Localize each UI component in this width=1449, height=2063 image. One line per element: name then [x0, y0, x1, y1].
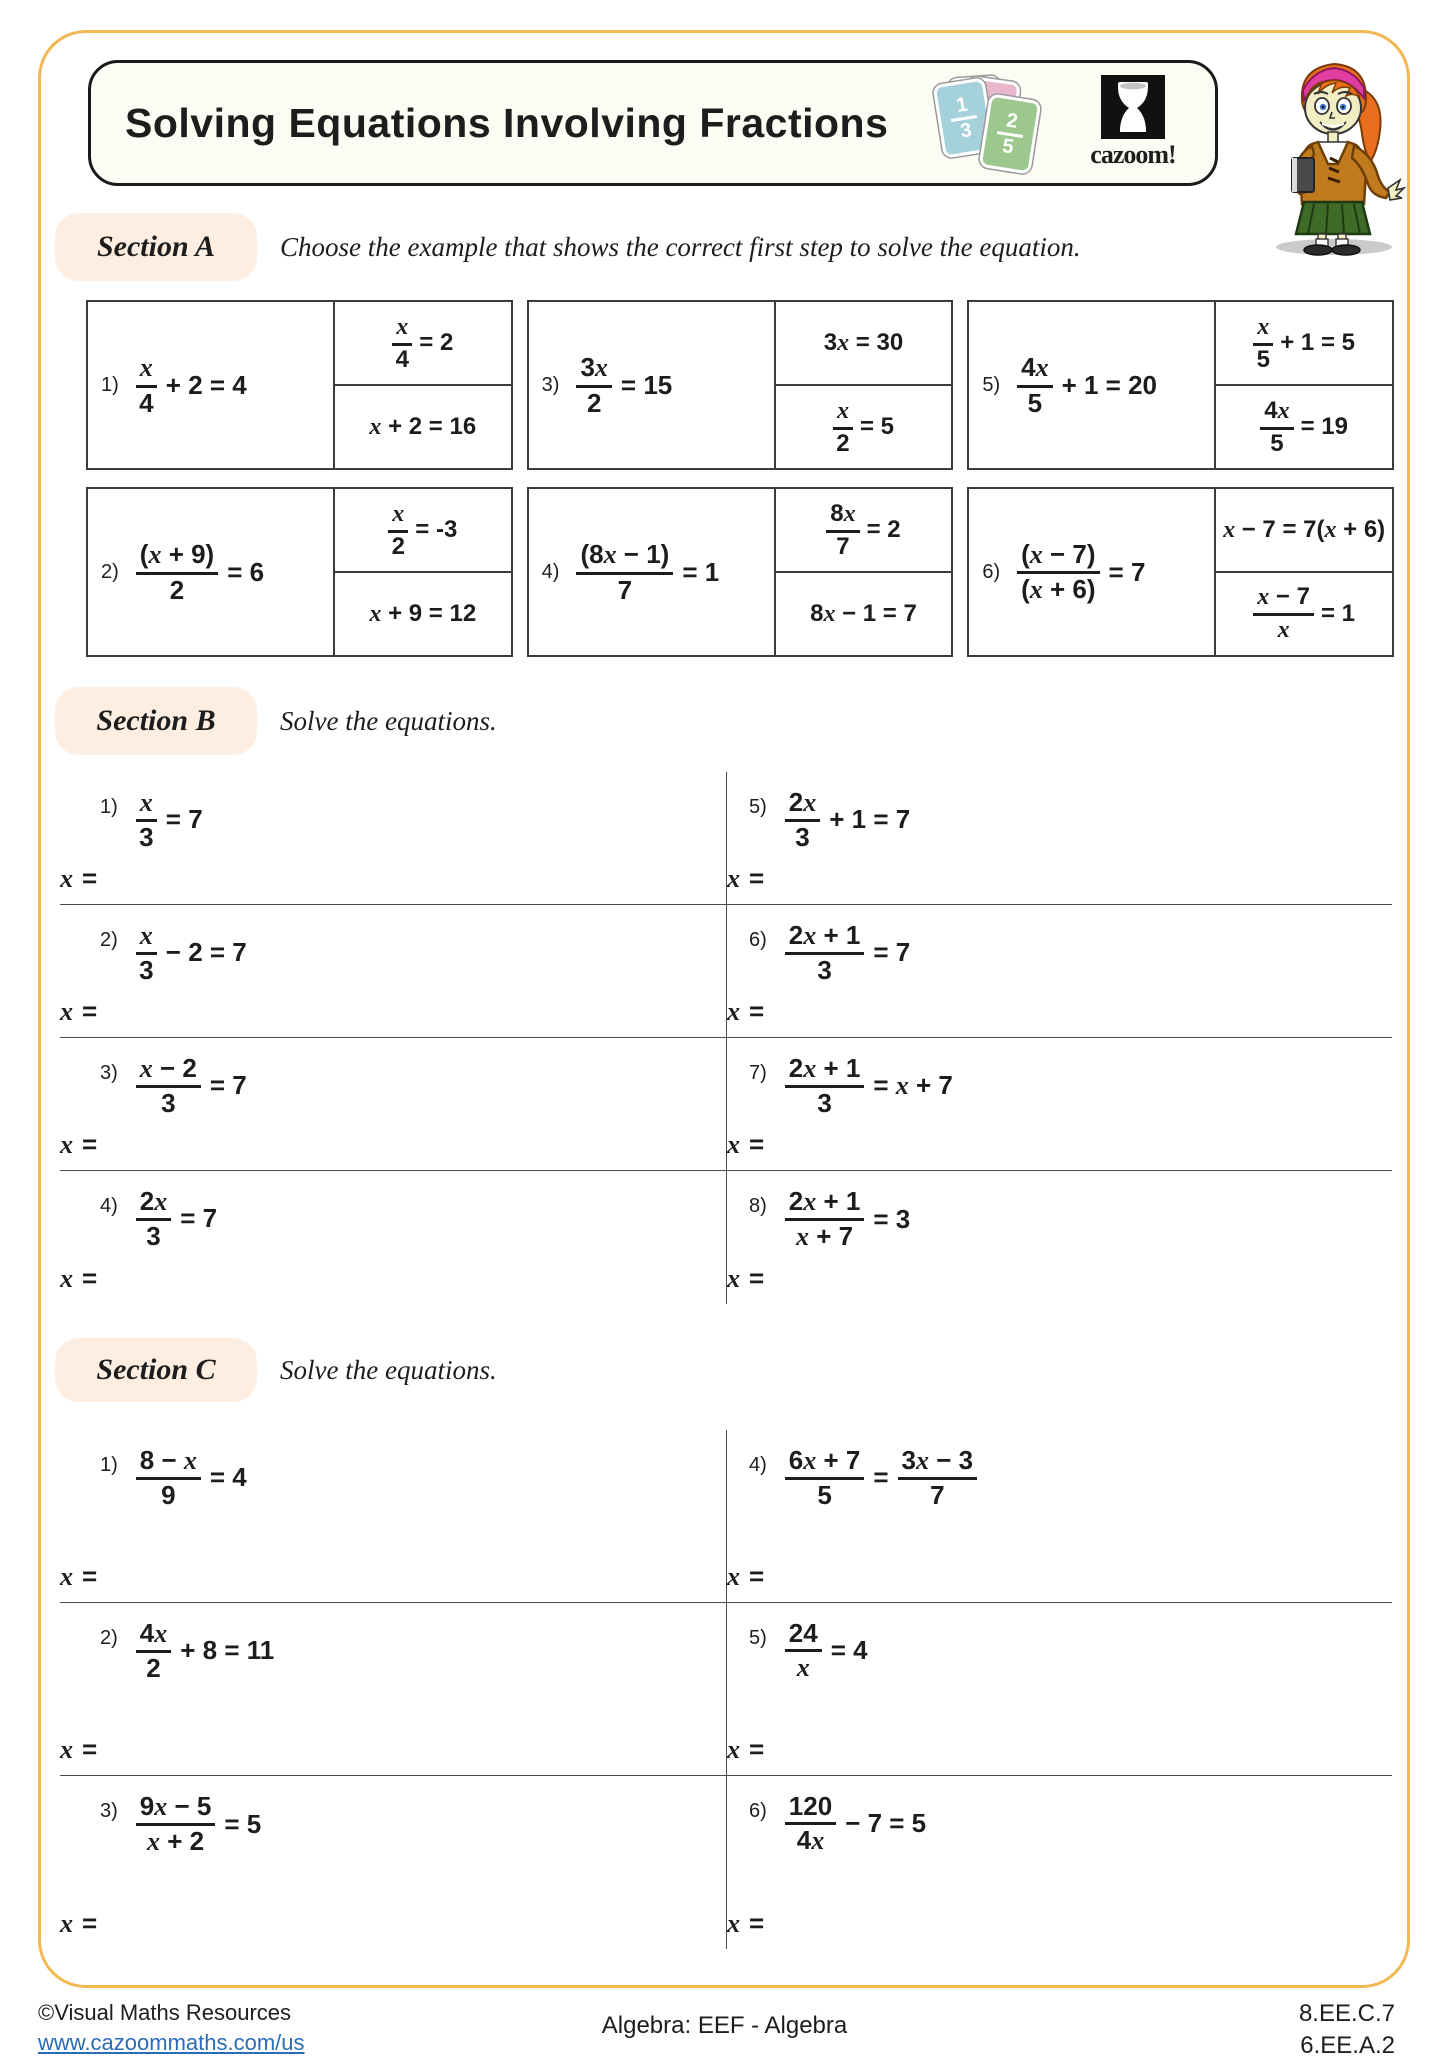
- option-equation: [1253, 314, 1355, 373]
- fraction: $\frac{x - 2}{3}$: [136, 1054, 201, 1117]
- option-equation: [369, 600, 476, 628]
- solve-problem: [726, 1038, 1392, 1171]
- problem-equation: [136, 1792, 261, 1856]
- equation-text: = 3: [873, 1203, 911, 1234]
- equation-text: = -3: [415, 516, 458, 543]
- problem-equation: [785, 1054, 953, 1117]
- problem-number: 6): [982, 560, 1001, 583]
- option-top[interactable]: [335, 302, 511, 386]
- section-a-title: Section A: [96, 230, 216, 263]
- answer-blank[interactable]: x =: [727, 1734, 765, 1764]
- fraction: $\frac{3x}{2}$: [576, 353, 611, 416]
- option-top[interactable]: [776, 302, 952, 386]
- answer-options: [776, 302, 952, 468]
- fraction: $\frac{x}{5}$: [1253, 314, 1273, 373]
- equation-text: x + 2 = 16: [369, 413, 477, 440]
- equation-text: x + 9 = 12: [369, 600, 477, 627]
- website-link[interactable]: www.cazoommaths.com/us: [38, 2029, 305, 2055]
- cazoom-logo: [1073, 75, 1193, 170]
- fraction: $\frac{x}{2}$: [388, 501, 408, 560]
- problem-equation: [136, 1187, 217, 1250]
- answer-blank[interactable]: x =: [727, 863, 765, 893]
- fraction: $\frac{x}{2}$: [833, 398, 853, 457]
- option-equation: [1253, 584, 1355, 644]
- answer-options: [1216, 489, 1392, 655]
- option-bottom[interactable]: [1216, 573, 1392, 655]
- problem-equation: [136, 353, 247, 416]
- card-denominator: 3: [958, 118, 974, 143]
- solve-problem: [726, 772, 1392, 905]
- problem-number: 1): [100, 796, 118, 818]
- equation-text: = 7: [1108, 556, 1146, 587]
- problem-equation: [576, 353, 672, 416]
- equation-text: 8x − 1 = 7: [810, 600, 917, 627]
- solve-problem: [60, 1603, 726, 1776]
- problem-number: 6): [749, 1800, 767, 1822]
- solve-problem: [60, 905, 726, 1038]
- equation-text: + 1 = 5: [1280, 329, 1355, 356]
- equation-text: =: [873, 1462, 889, 1493]
- fraction: $\frac{2x}{3}$: [136, 1187, 171, 1250]
- option-equation: [369, 413, 476, 441]
- fraction: $\frac{x}{3}$: [136, 921, 157, 984]
- answer-blank[interactable]: x =: [727, 1908, 765, 1938]
- fraction: $\frac{2x + 1}{3}$: [785, 1054, 865, 1117]
- problem-equation: [785, 1187, 910, 1251]
- problem-equation: [785, 1792, 926, 1855]
- answer-options: [776, 489, 952, 655]
- answer-blank[interactable]: x =: [60, 1908, 98, 1938]
- equation-text: = 5: [224, 1808, 262, 1839]
- fraction: $\frac{x}{3}$: [136, 788, 157, 851]
- equation-text: = 7: [873, 937, 911, 968]
- option-bottom[interactable]: [1216, 386, 1392, 468]
- option-bottom[interactable]: [776, 573, 952, 655]
- solve-problem: [726, 1430, 1392, 1603]
- option-bottom[interactable]: [335, 386, 511, 468]
- problem-statement: [529, 302, 776, 468]
- equation-text: − 2 = 7: [165, 937, 247, 968]
- cazoom-logo-text: cazoom!: [1090, 140, 1176, 169]
- fraction: $\frac{8 - x}{9}$: [136, 1446, 201, 1509]
- example-choice-problem: [86, 487, 513, 657]
- fraction: $\frac{(x - 7)}{(x + 6)}$: [1017, 540, 1099, 604]
- answer-blank[interactable]: x =: [60, 1263, 98, 1293]
- answer-options: [335, 302, 511, 468]
- option-equation: [388, 501, 457, 560]
- copyright-text: ©Visual Maths Resources: [38, 2000, 292, 2025]
- problem-number: 5): [749, 796, 767, 818]
- solve-problem: [726, 1776, 1392, 1949]
- fraction: $\frac{8x}{7}$: [826, 501, 859, 560]
- option-top[interactable]: [776, 489, 952, 573]
- equation-text: 3x = 30: [823, 329, 904, 356]
- fraction: $\frac{2x}{3}$: [785, 788, 820, 851]
- problem-number: 4): [749, 1454, 767, 1476]
- card-denominator: 5: [1000, 134, 1016, 159]
- section-c-title: Section C: [96, 1353, 216, 1386]
- problem-equation: [136, 921, 247, 984]
- problem-equation: [576, 540, 719, 603]
- footer-category: Algebra: EEF - Algebra: [601, 2012, 848, 2039]
- fraction: $\frac{x}{4}$: [136, 353, 157, 416]
- equation-text: = 4: [209, 1462, 247, 1493]
- equation-text: + 1 = 7: [829, 804, 911, 835]
- fraction: $\frac{(x + 9)}{2}$: [136, 540, 218, 603]
- problem-number: 3): [100, 1800, 118, 1822]
- equation-text: + 8 = 11: [180, 1635, 275, 1666]
- fraction-cards-icon: [920, 71, 1055, 183]
- solve-problem: [726, 905, 1392, 1038]
- equation-text: − 7 = 5: [845, 1808, 927, 1839]
- problem-equation: [136, 1054, 247, 1117]
- answer-blank[interactable]: x =: [727, 996, 765, 1026]
- section-b-title: Section B: [96, 704, 216, 737]
- option-equation: [824, 329, 903, 357]
- example-choice-problem: [967, 300, 1394, 470]
- answer-blank[interactable]: x =: [60, 1561, 98, 1591]
- problem-number: 5): [749, 1627, 767, 1649]
- solve-problem: [726, 1603, 1392, 1776]
- fraction: $\frac{x}{4}$: [392, 314, 412, 373]
- solve-problem: [60, 1038, 726, 1171]
- fraction: $\frac{x - 7}{x}$: [1253, 584, 1314, 644]
- answer-blank[interactable]: x =: [727, 1561, 765, 1591]
- worksheet-header: [88, 60, 1218, 186]
- problem-statement: [969, 302, 1216, 468]
- standard-code: 6.EE.A.2: [1300, 2032, 1395, 2060]
- equation-text: = 15: [620, 369, 673, 400]
- fraction: $\frac{120}{4x}$: [785, 1792, 836, 1855]
- example-choice-problem: [527, 300, 954, 470]
- equation-text: = 6: [227, 556, 265, 587]
- solve-problem: [60, 1430, 726, 1603]
- section-a-label: [55, 213, 257, 281]
- cazoom-drum-icon: [1101, 75, 1165, 139]
- equation-text: + 1 = 20: [1061, 369, 1158, 400]
- section-a-problems-grid: [86, 300, 1394, 657]
- fraction: $\frac{6x + 7}{5}$: [785, 1446, 865, 1509]
- page-title: Solving Equations Involving Fractions: [125, 99, 889, 146]
- equation-text: x − 7 = 7(x + 6): [1223, 516, 1386, 543]
- fraction: $\frac{3x - 3}{7}$: [898, 1446, 978, 1509]
- answer-blank[interactable]: x =: [60, 1129, 98, 1159]
- section-b-instruction: Solve the equations.: [280, 705, 497, 736]
- example-choice-problem: [86, 300, 513, 470]
- problem-number: 2): [100, 929, 118, 951]
- equation-text: + 2 = 4: [165, 369, 247, 400]
- option-equation: [392, 314, 453, 373]
- fraction: $\frac{4x}{5}$: [1260, 398, 1293, 457]
- equation-text: = 2: [419, 329, 454, 356]
- problem-number: 1): [101, 373, 119, 396]
- problem-number: 3): [100, 1062, 118, 1084]
- answer-blank[interactable]: x =: [60, 996, 98, 1026]
- problem-equation: [785, 921, 910, 984]
- answer-options: [335, 489, 511, 655]
- fraction: $\frac{4x}{5}$: [1017, 353, 1052, 416]
- section-b-label: [55, 687, 257, 755]
- equation-text: = 7: [180, 1203, 218, 1234]
- fraction: $\frac{(8x - 1)}{7}$: [576, 540, 673, 603]
- option-top[interactable]: [1216, 489, 1392, 573]
- answer-blank[interactable]: x =: [727, 1263, 765, 1293]
- option-equation: [1260, 398, 1348, 457]
- equation-text: = 2: [866, 516, 901, 543]
- solve-problem: [726, 1171, 1392, 1304]
- answer-blank[interactable]: x =: [60, 1734, 98, 1764]
- answer-options: [1216, 302, 1392, 468]
- solve-problem: [60, 1171, 726, 1304]
- answer-blank[interactable]: x =: [727, 1129, 765, 1159]
- example-choice-problem: [527, 487, 954, 657]
- section-a-instruction: Choose the example that shows the correct first step to solve the equation.: [280, 231, 1081, 262]
- answer-blank[interactable]: x =: [60, 863, 98, 893]
- problem-equation: [1017, 540, 1145, 604]
- solve-problem: [60, 772, 726, 905]
- problem-statement: [88, 489, 335, 655]
- footer-standards: [1299, 1998, 1395, 2063]
- problem-equation: [785, 788, 910, 851]
- problem-number: 3): [541, 373, 560, 396]
- option-equation: [833, 398, 894, 457]
- problem-number: 4): [100, 1195, 118, 1217]
- equation-text: = 7: [209, 1070, 247, 1101]
- problem-number: 5): [982, 373, 1001, 396]
- problem-statement: [529, 489, 776, 655]
- solve-problem: [60, 1776, 726, 1949]
- option-equation: [1223, 516, 1385, 544]
- problem-equation: [136, 1446, 247, 1509]
- example-choice-problem: [967, 487, 1394, 657]
- fraction: $\frac{4x}{2}$: [136, 1619, 171, 1682]
- equation-text: = 1: [682, 556, 720, 587]
- standard-code: 8.EE.C.7: [1298, 2000, 1395, 2027]
- problem-equation: [136, 788, 203, 851]
- problem-number: 8): [749, 1195, 767, 1217]
- problem-statement: [969, 489, 1216, 655]
- problem-number: 2): [100, 1627, 118, 1649]
- section-b-problems-grid: [60, 772, 1392, 1304]
- problem-equation: [785, 1446, 977, 1509]
- option-bottom[interactable]: [776, 386, 952, 468]
- equation-text: = x + 7: [873, 1070, 953, 1101]
- section-c-label: [55, 1338, 257, 1402]
- problem-equation: [136, 540, 264, 603]
- equation-text: = 19: [1300, 413, 1348, 440]
- problem-number: 7): [749, 1062, 767, 1084]
- equation-text: = 1: [1320, 600, 1355, 627]
- equation-text: = 7: [165, 804, 203, 835]
- equation-text: = 5: [859, 413, 894, 440]
- card-numerator: 2: [997, 109, 1026, 138]
- option-top[interactable]: [335, 489, 511, 573]
- option-equation: [826, 501, 900, 560]
- fraction: $\frac{2x + 1}{3}$: [785, 921, 865, 984]
- problem-statement: [88, 302, 335, 468]
- fraction: $\frac{9x - 5}{x + 2}$: [136, 1792, 216, 1856]
- mascot-girl-illustration: [1242, 46, 1422, 258]
- card-numerator: 1: [948, 93, 977, 122]
- problem-equation: [785, 1619, 868, 1682]
- option-bottom[interactable]: [335, 573, 511, 655]
- problem-number: 4): [541, 560, 560, 583]
- equation-text: = 4: [830, 1635, 868, 1666]
- option-equation: [810, 600, 917, 628]
- problem-number: 1): [100, 1454, 118, 1476]
- section-c-problems-grid: [60, 1430, 1392, 1949]
- problem-equation: [1017, 353, 1157, 416]
- fraction: $\frac{24}{x}$: [785, 1619, 822, 1682]
- section-c-instruction: Solve the equations.: [280, 1354, 497, 1385]
- fraction-card-two-fifths: [979, 93, 1042, 174]
- problem-equation: [136, 1619, 274, 1682]
- option-top[interactable]: [1216, 302, 1392, 386]
- problem-number: 6): [749, 929, 767, 951]
- problem-number: 2): [101, 560, 119, 583]
- fraction: $\frac{2x + 1}{x + 7}$: [785, 1187, 865, 1251]
